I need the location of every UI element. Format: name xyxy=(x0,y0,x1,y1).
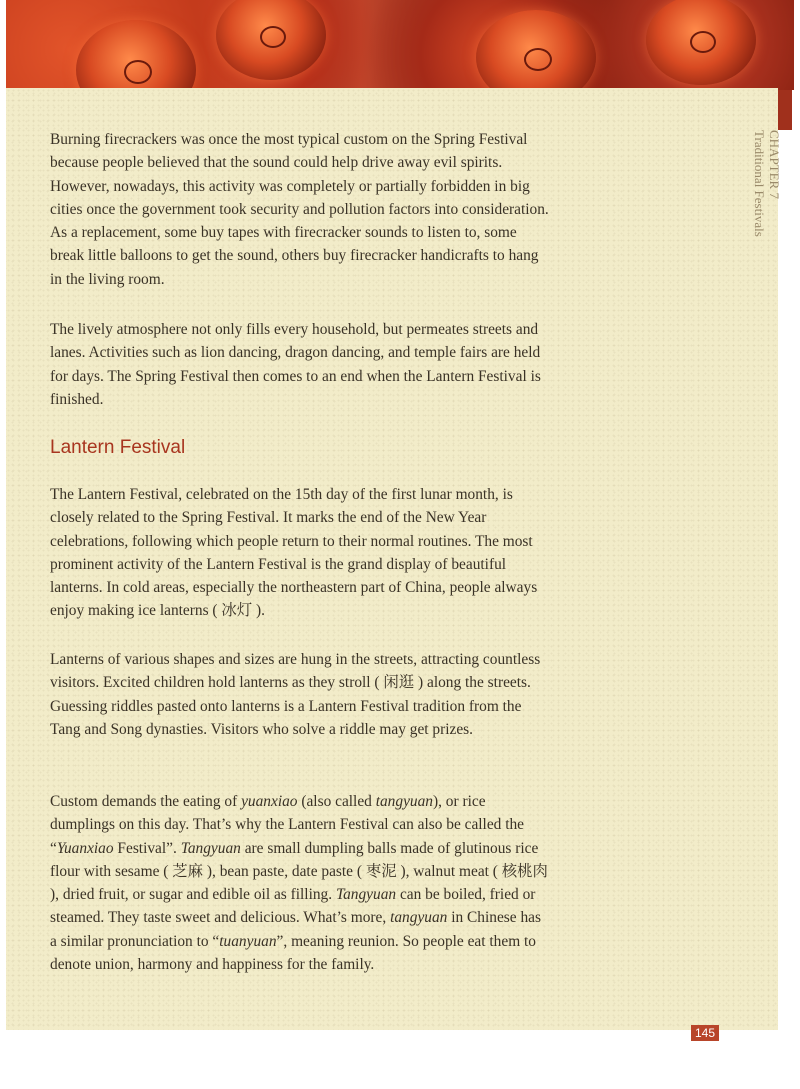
page-number: 145 xyxy=(691,1025,719,1041)
paragraph-atmosphere: The lively atmosphere not only fills every household, but permeates streets and lanes. Activities such as lion dancing, dragon dancing, and temple fairs are held for days. The Spring Festival then comes to an end when the Lantern Festival is finished. xyxy=(50,321,541,408)
chapter-number: CHAPTER 7 xyxy=(767,130,782,199)
chapter-running-head xyxy=(752,130,782,237)
paragraph-lantern-festival-intro: The Lantern Festival, celebrated on the 15th day of the first lunar month, is closely related to the Spring Festival. It marks the end of the New Year celebrations, following which people return to their normal routines. The most prominent activity of the Lantern Festival is the grand display of beautiful lanterns. In cold areas, especially the northeastern part of China, people always enjoy making ice lanterns ( 冰灯 ). xyxy=(50,486,538,620)
paragraph-yuanxiao: Custom demands the eating of yuanxiao (also called tangyuan), or rice dumplings on this day. That’s why the Lantern Festival can also be called the “Yuanxiao Festival”. Tangyuan are small dumpling balls made of glutinous rice flour with sesame ( 芝麻 ), bean paste, date paste ( 枣泥 ), walnut meat ( 核桃肉 ), dried fruit, or sugar and edible oil as filling. Tangyuan can be boiled, fried or steamed. They taste sweet and delicious. What’s more, tangyuan in Chinese has a similar pronunciation to “tuanyuan”, meaning reunion. So people eat them to denote union, harmony and happiness for the family. xyxy=(50,793,548,974)
header-lantern-photo xyxy=(6,0,794,90)
lantern-image xyxy=(476,10,596,90)
lantern-image xyxy=(646,0,756,85)
chapter-title: Traditional Festivals xyxy=(752,130,767,237)
section-heading-lantern-festival: Lantern Festival xyxy=(50,437,186,458)
paragraph-firecrackers: Burning firecrackers was once the most typical custom on the Spring Festival because people believed that the sound could help drive away evil spirits. However, nowadays, this activity was completely or partially forbidden in big cities once the government took security and pollution factors into consideration. As a replacement, some buy tapes with firecracker sounds to listen to, some break little balloons to get the sound, others buy firecracker handicrafts to hang in the living room. xyxy=(50,131,549,288)
lantern-image xyxy=(76,20,196,90)
paragraph-lanterns-riddles: Lanterns of various shapes and sizes are hung in the streets, attracting countless visitors. Excited children hold lanterns as they stroll ( 闲逛 ) along the streets. Guessing riddles pasted onto lanterns is a Lantern Festival tradition from the Tang and Song dynasties. Visitors who solve a riddle may get prizes. xyxy=(50,651,541,738)
lantern-image xyxy=(216,0,326,80)
